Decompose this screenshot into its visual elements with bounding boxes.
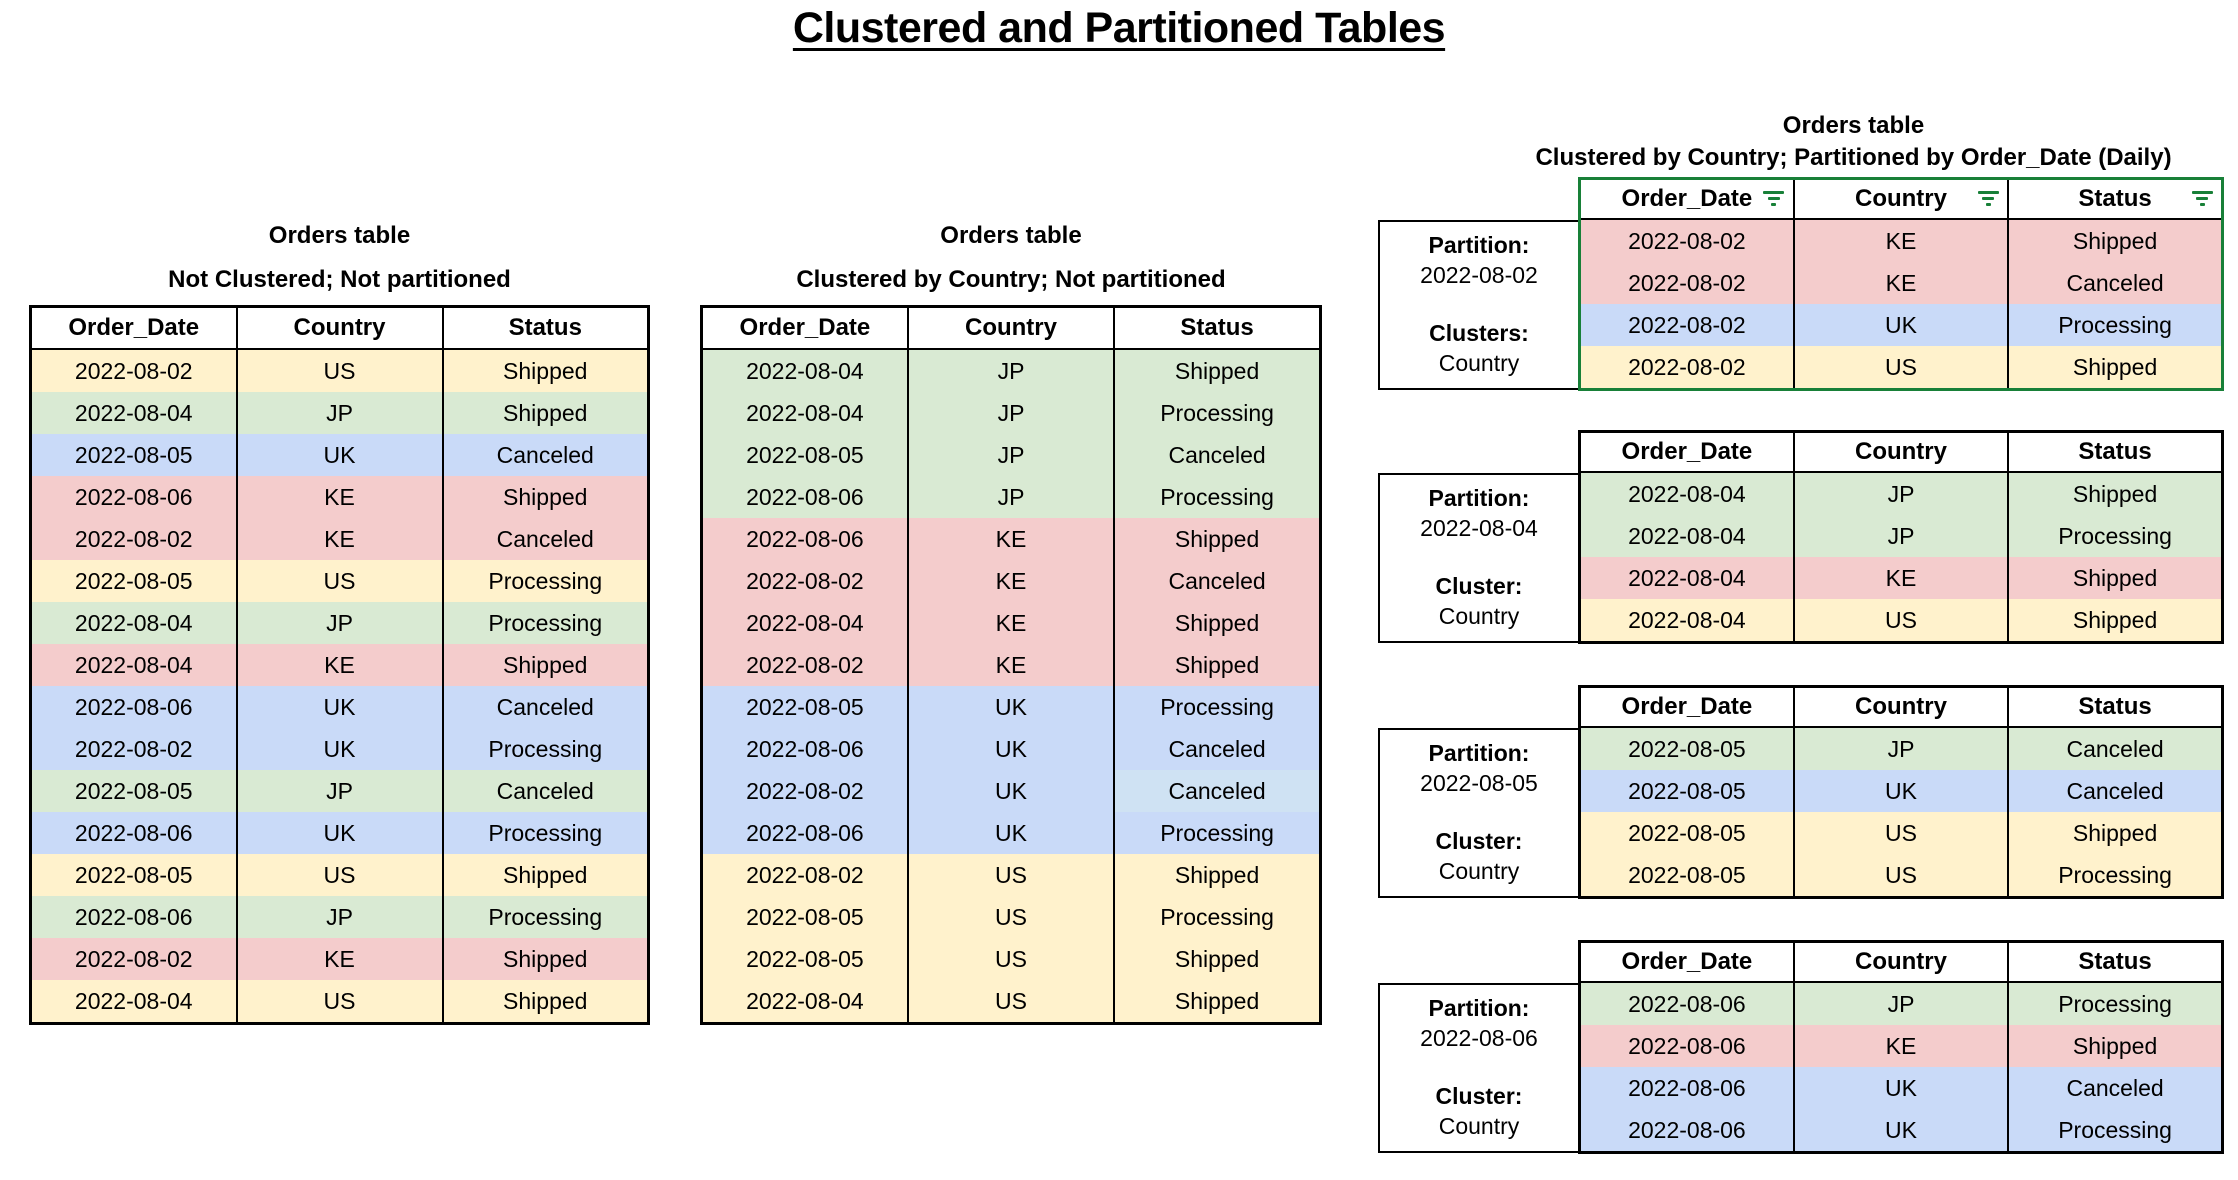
- table-cell: Canceled: [443, 518, 649, 560]
- table-cell: US: [908, 896, 1114, 938]
- table-row: [1580, 219, 2223, 262]
- table-row: [31, 602, 649, 644]
- partition-label: Partition:: [1428, 740, 1530, 766]
- header-row: [1580, 687, 2223, 728]
- table-cell: 2022-08-04: [702, 392, 908, 434]
- table-row: [702, 980, 1321, 1024]
- cluster-value: Country: [1438, 1113, 1520, 1139]
- table-cell: Canceled: [2008, 262, 2222, 304]
- orders-table: [1578, 430, 2224, 644]
- table-cell: 2022-08-05: [31, 560, 237, 602]
- table-cell: 2022-08-02: [1580, 346, 1794, 390]
- table-cell: US: [908, 854, 1114, 896]
- partition-table-2022-08-05: [1578, 685, 2224, 899]
- middle-table-subtitle: Clustered by Country; Not partitioned: [796, 266, 1226, 293]
- table-cell: 2022-08-06: [31, 686, 237, 728]
- partition-label-box: [1378, 220, 1578, 390]
- table-cell: Shipped: [443, 980, 649, 1024]
- table-cell: Processing: [1114, 392, 1320, 434]
- table-cell: Shipped: [1114, 980, 1320, 1024]
- table-row: [702, 812, 1321, 854]
- left-table-title: Orders table: [268, 222, 411, 249]
- table-cell: UK: [908, 686, 1114, 728]
- table-cell: Shipped: [1114, 518, 1320, 560]
- page-title: Clustered and Partitioned Tables: [792, 4, 1446, 52]
- partition-block-2022-08-02: [1378, 177, 2224, 391]
- filter-icon[interactable]: [1976, 191, 2000, 207]
- right-section-subtitle: Clustered by Country; Partitioned by Order_Date (Daily): [1535, 144, 2172, 171]
- filter-icon[interactable]: [2190, 191, 2214, 207]
- table-cell: JP: [1794, 472, 2008, 515]
- table-cell: JP: [1794, 515, 2008, 557]
- table-row: [702, 560, 1321, 602]
- table-cell: Processing: [443, 812, 649, 854]
- partition-table-2022-08-06: [1578, 940, 2224, 1154]
- header-row: [31, 307, 649, 350]
- table-cell: Shipped: [443, 476, 649, 518]
- table-cell: 2022-08-05: [702, 938, 908, 980]
- orders-table: [29, 305, 650, 1025]
- table-cell: 2022-08-04: [31, 644, 237, 686]
- table-cell: 2022-08-04: [702, 349, 908, 392]
- orders-table: [1578, 685, 2224, 899]
- table-cell: Shipped: [443, 938, 649, 980]
- cluster-label: Clusters:: [1429, 320, 1529, 346]
- column-header-country: Country: [1794, 687, 2008, 728]
- table-row: [31, 938, 649, 980]
- table-cell: Shipped: [1114, 938, 1320, 980]
- table-cell: 2022-08-04: [702, 980, 908, 1024]
- table-row: [702, 854, 1321, 896]
- table-row: [1580, 1025, 2223, 1067]
- table-cell: JP: [908, 434, 1114, 476]
- table-row: [31, 686, 649, 728]
- partition-table-2022-08-02: [1578, 177, 2224, 391]
- table-cell: Shipped: [1114, 602, 1320, 644]
- table-cell: UK: [237, 434, 443, 476]
- cluster-label: Cluster:: [1435, 1083, 1523, 1109]
- table-cell: US: [1794, 854, 2008, 898]
- table-cell: 2022-08-02: [702, 770, 908, 812]
- table-row: [31, 644, 649, 686]
- table-cell: Processing: [443, 602, 649, 644]
- table-cell: KE: [908, 644, 1114, 686]
- table-cell: Processing: [1114, 812, 1320, 854]
- table-row: [31, 896, 649, 938]
- column-header-country: Country: [1794, 942, 2008, 983]
- table-cell: Shipped: [2008, 557, 2222, 599]
- table-cell: KE: [1794, 1025, 2008, 1067]
- table-cell: US: [1794, 812, 2008, 854]
- table-cell: 2022-08-06: [702, 476, 908, 518]
- table-row: [31, 518, 649, 560]
- table-cell: 2022-08-06: [1580, 1109, 1794, 1153]
- column-header-status: Status: [1114, 307, 1320, 350]
- table-cell: 2022-08-06: [702, 812, 908, 854]
- table-cell: Shipped: [2008, 472, 2222, 515]
- table-cell: UK: [237, 686, 443, 728]
- cluster-value: Country: [1438, 858, 1520, 884]
- partition-value: 2022-08-05: [1420, 770, 1538, 796]
- table-cell: JP: [237, 602, 443, 644]
- table-cell: Shipped: [2008, 1025, 2222, 1067]
- table-row: [702, 434, 1321, 476]
- partition-label-box: [1378, 983, 1578, 1153]
- table-row: [1580, 770, 2223, 812]
- middle-table-title: Orders table: [940, 222, 1082, 249]
- orders-table-unclustered: [29, 305, 650, 1025]
- table-cell: Canceled: [443, 770, 649, 812]
- table-row: [1580, 812, 2223, 854]
- table-cell: Shipped: [1114, 854, 1320, 896]
- table-row: [1580, 599, 2223, 643]
- header-row: [702, 307, 1321, 350]
- table-row: [1580, 304, 2223, 346]
- orders-table-clustered: [700, 305, 1322, 1025]
- table-cell: JP: [237, 392, 443, 434]
- table-cell: JP: [237, 770, 443, 812]
- table-cell: 2022-08-02: [1580, 219, 1794, 262]
- column-header-status: Status: [2008, 687, 2222, 728]
- header-row: [1580, 179, 2223, 220]
- table-cell: 2022-08-02: [1580, 304, 1794, 346]
- left-table-subtitle: Not Clustered; Not partitioned: [168, 266, 511, 293]
- table-row: [702, 686, 1321, 728]
- table-cell: Shipped: [2008, 219, 2222, 262]
- header-row: [1580, 432, 2223, 473]
- table-cell: US: [908, 980, 1114, 1024]
- table-row: [1580, 1067, 2223, 1109]
- table-cell: 2022-08-06: [31, 476, 237, 518]
- table-cell: 2022-08-05: [1580, 812, 1794, 854]
- partition-label-box: [1378, 473, 1578, 643]
- table-row: [31, 812, 649, 854]
- table-cell: Processing: [2008, 1109, 2222, 1153]
- table-cell: 2022-08-02: [702, 644, 908, 686]
- table-cell: Canceled: [443, 686, 649, 728]
- table-cell: Canceled: [2008, 727, 2222, 770]
- table-row: [1580, 982, 2223, 1025]
- table-row: [31, 560, 649, 602]
- table-cell: Shipped: [2008, 346, 2222, 390]
- partition-table-2022-08-04: [1578, 430, 2224, 644]
- table-row: [1580, 557, 2223, 599]
- table-cell: Shipped: [2008, 812, 2222, 854]
- table-row: [702, 392, 1321, 434]
- table-cell: KE: [237, 644, 443, 686]
- table-cell: Shipped: [1114, 349, 1320, 392]
- table-cell: JP: [908, 476, 1114, 518]
- table-cell: 2022-08-06: [1580, 982, 1794, 1025]
- table-row: [31, 728, 649, 770]
- table-cell: UK: [237, 728, 443, 770]
- table-row: [1580, 854, 2223, 898]
- column-header-country: Country: [237, 307, 443, 350]
- cluster-value: Country: [1438, 350, 1520, 376]
- table-cell: US: [237, 854, 443, 896]
- table-cell: Processing: [1114, 896, 1320, 938]
- partition-block-2022-08-04: [1378, 430, 2224, 644]
- table-cell: 2022-08-05: [31, 854, 237, 896]
- table-row: [31, 854, 649, 896]
- table-cell: Canceled: [1114, 770, 1320, 812]
- table-cell: 2022-08-04: [1580, 599, 1794, 643]
- table-cell: 2022-08-04: [31, 392, 237, 434]
- table-row: [702, 896, 1321, 938]
- table-cell: 2022-08-06: [31, 896, 237, 938]
- table-cell: 2022-08-06: [1580, 1067, 1794, 1109]
- table-cell: 2022-08-04: [1580, 472, 1794, 515]
- table-cell: 2022-08-04: [31, 980, 237, 1024]
- table-row: [702, 476, 1321, 518]
- table-cell: Canceled: [1114, 728, 1320, 770]
- table-cell: 2022-08-02: [1580, 262, 1794, 304]
- column-header-order_date: Order_Date: [1580, 432, 1794, 473]
- orders-table-partitioned-block: [1378, 112, 2224, 1143]
- table-row: [702, 518, 1321, 560]
- column-header-country: Country: [1794, 179, 2008, 220]
- table-cell: Processing: [2008, 854, 2222, 898]
- table-cell: KE: [1794, 219, 2008, 262]
- table-cell: 2022-08-06: [1580, 1025, 1794, 1067]
- filter-icon[interactable]: [1762, 191, 1786, 207]
- partition-value: 2022-08-06: [1420, 1025, 1538, 1051]
- column-header-status: Status: [2008, 179, 2222, 220]
- table-cell: KE: [908, 560, 1114, 602]
- table-cell: JP: [237, 896, 443, 938]
- right-section-title: Orders table: [1782, 112, 1925, 139]
- table-cell: Processing: [2008, 515, 2222, 557]
- table-cell: Shipped: [443, 392, 649, 434]
- table-cell: 2022-08-05: [31, 770, 237, 812]
- table-row: [31, 392, 649, 434]
- table-cell: 2022-08-05: [1580, 727, 1794, 770]
- table-row: [702, 349, 1321, 392]
- table-cell: KE: [908, 602, 1114, 644]
- table-cell: Shipped: [1114, 644, 1320, 686]
- table-cell: JP: [1794, 727, 2008, 770]
- column-header-order_date: Order_Date: [1580, 942, 1794, 983]
- table-cell: 2022-08-02: [702, 560, 908, 602]
- table-cell: 2022-08-06: [702, 728, 908, 770]
- table-cell: 2022-08-04: [1580, 515, 1794, 557]
- table-cell: Canceled: [443, 434, 649, 476]
- table-cell: UK: [908, 770, 1114, 812]
- partition-label: Partition:: [1428, 485, 1530, 511]
- table-cell: UK: [1794, 304, 2008, 346]
- table-cell: Shipped: [2008, 599, 2222, 643]
- table-cell: UK: [1794, 1109, 2008, 1153]
- cluster-label: Cluster:: [1435, 573, 1523, 599]
- table-cell: UK: [237, 812, 443, 854]
- orders-table: [700, 305, 1322, 1025]
- table-cell: US: [237, 980, 443, 1024]
- partition-label: Partition:: [1428, 995, 1530, 1021]
- orders-table: [1578, 940, 2224, 1154]
- orders-table: [1578, 177, 2224, 391]
- table-cell: JP: [908, 349, 1114, 392]
- table-row: [702, 644, 1321, 686]
- column-header-order_date: Order_Date: [31, 307, 237, 350]
- table-row: [31, 476, 649, 518]
- table-cell: 2022-08-02: [31, 518, 237, 560]
- table-cell: Processing: [2008, 982, 2222, 1025]
- cluster-label: Cluster:: [1435, 828, 1523, 854]
- table-cell: JP: [908, 392, 1114, 434]
- table-cell: US: [1794, 599, 2008, 643]
- partition-value: 2022-08-04: [1420, 515, 1538, 541]
- table-cell: 2022-08-02: [31, 728, 237, 770]
- table-cell: Processing: [443, 728, 649, 770]
- table-row: [31, 770, 649, 812]
- column-header-order_date: Order_Date: [702, 307, 908, 350]
- table-cell: 2022-08-05: [702, 686, 908, 728]
- table-row: [1580, 472, 2223, 515]
- table-cell: JP: [1794, 982, 2008, 1025]
- table-cell: 2022-08-05: [1580, 770, 1794, 812]
- column-header-country: Country: [1794, 432, 2008, 473]
- table-cell: 2022-08-06: [31, 812, 237, 854]
- partition-block-2022-08-06: [1378, 940, 2224, 1154]
- table-cell: Processing: [443, 896, 649, 938]
- table-cell: Processing: [1114, 686, 1320, 728]
- table-cell: US: [237, 560, 443, 602]
- table-cell: Processing: [2008, 304, 2222, 346]
- orders-table-clustered-block: [700, 222, 1322, 1025]
- table-cell: US: [908, 938, 1114, 980]
- table-cell: Canceled: [2008, 1067, 2222, 1109]
- column-header-status: Status: [2008, 432, 2222, 473]
- table-row: [31, 349, 649, 392]
- table-cell: KE: [1794, 557, 2008, 599]
- table-cell: KE: [237, 476, 443, 518]
- table-cell: Processing: [443, 560, 649, 602]
- table-row: [1580, 727, 2223, 770]
- partition-block-2022-08-05: [1378, 685, 2224, 899]
- table-cell: 2022-08-04: [702, 602, 908, 644]
- table-cell: 2022-08-04: [31, 602, 237, 644]
- table-row: [702, 728, 1321, 770]
- table-cell: KE: [908, 518, 1114, 560]
- table-cell: Shipped: [443, 644, 649, 686]
- column-header-order_date: Order_Date: [1580, 687, 1794, 728]
- table-row: [1580, 1109, 2223, 1153]
- table-cell: 2022-08-05: [702, 434, 908, 476]
- table-cell: Shipped: [443, 349, 649, 392]
- column-header-status: Status: [443, 307, 649, 350]
- table-cell: KE: [1794, 262, 2008, 304]
- table-cell: KE: [237, 938, 443, 980]
- partition-value: 2022-08-02: [1420, 262, 1538, 288]
- table-cell: Canceled: [1114, 560, 1320, 602]
- table-cell: 2022-08-06: [702, 518, 908, 560]
- table-row: [702, 938, 1321, 980]
- table-row: [1580, 262, 2223, 304]
- table-cell: Canceled: [2008, 770, 2222, 812]
- table-cell: 2022-08-04: [1580, 557, 1794, 599]
- partition-label: Partition:: [1428, 232, 1530, 258]
- table-row: [702, 770, 1321, 812]
- table-row: [1580, 346, 2223, 390]
- table-cell: 2022-08-02: [31, 938, 237, 980]
- table-cell: US: [237, 349, 443, 392]
- table-row: [1580, 515, 2223, 557]
- table-cell: 2022-08-05: [31, 434, 237, 476]
- column-header-order_date: Order_Date: [1580, 179, 1794, 220]
- cluster-value: Country: [1438, 603, 1520, 629]
- orders-table-unclustered-block: [29, 222, 650, 1025]
- header-row: [1580, 942, 2223, 983]
- table-cell: 2022-08-05: [1580, 854, 1794, 898]
- table-cell: Processing: [1114, 476, 1320, 518]
- table-cell: 2022-08-02: [702, 854, 908, 896]
- table-cell: Canceled: [1114, 434, 1320, 476]
- table-cell: 2022-08-02: [31, 349, 237, 392]
- table-cell: UK: [908, 812, 1114, 854]
- table-cell: KE: [237, 518, 443, 560]
- table-cell: UK: [1794, 770, 2008, 812]
- table-row: [31, 434, 649, 476]
- column-header-status: Status: [2008, 942, 2222, 983]
- table-cell: 2022-08-05: [702, 896, 908, 938]
- table-row: [31, 980, 649, 1024]
- table-cell: Shipped: [443, 854, 649, 896]
- table-row: [702, 602, 1321, 644]
- table-cell: UK: [1794, 1067, 2008, 1109]
- table-cell: UK: [908, 728, 1114, 770]
- partition-label-box: [1378, 728, 1578, 898]
- column-header-country: Country: [908, 307, 1114, 350]
- table-cell: US: [1794, 346, 2008, 390]
